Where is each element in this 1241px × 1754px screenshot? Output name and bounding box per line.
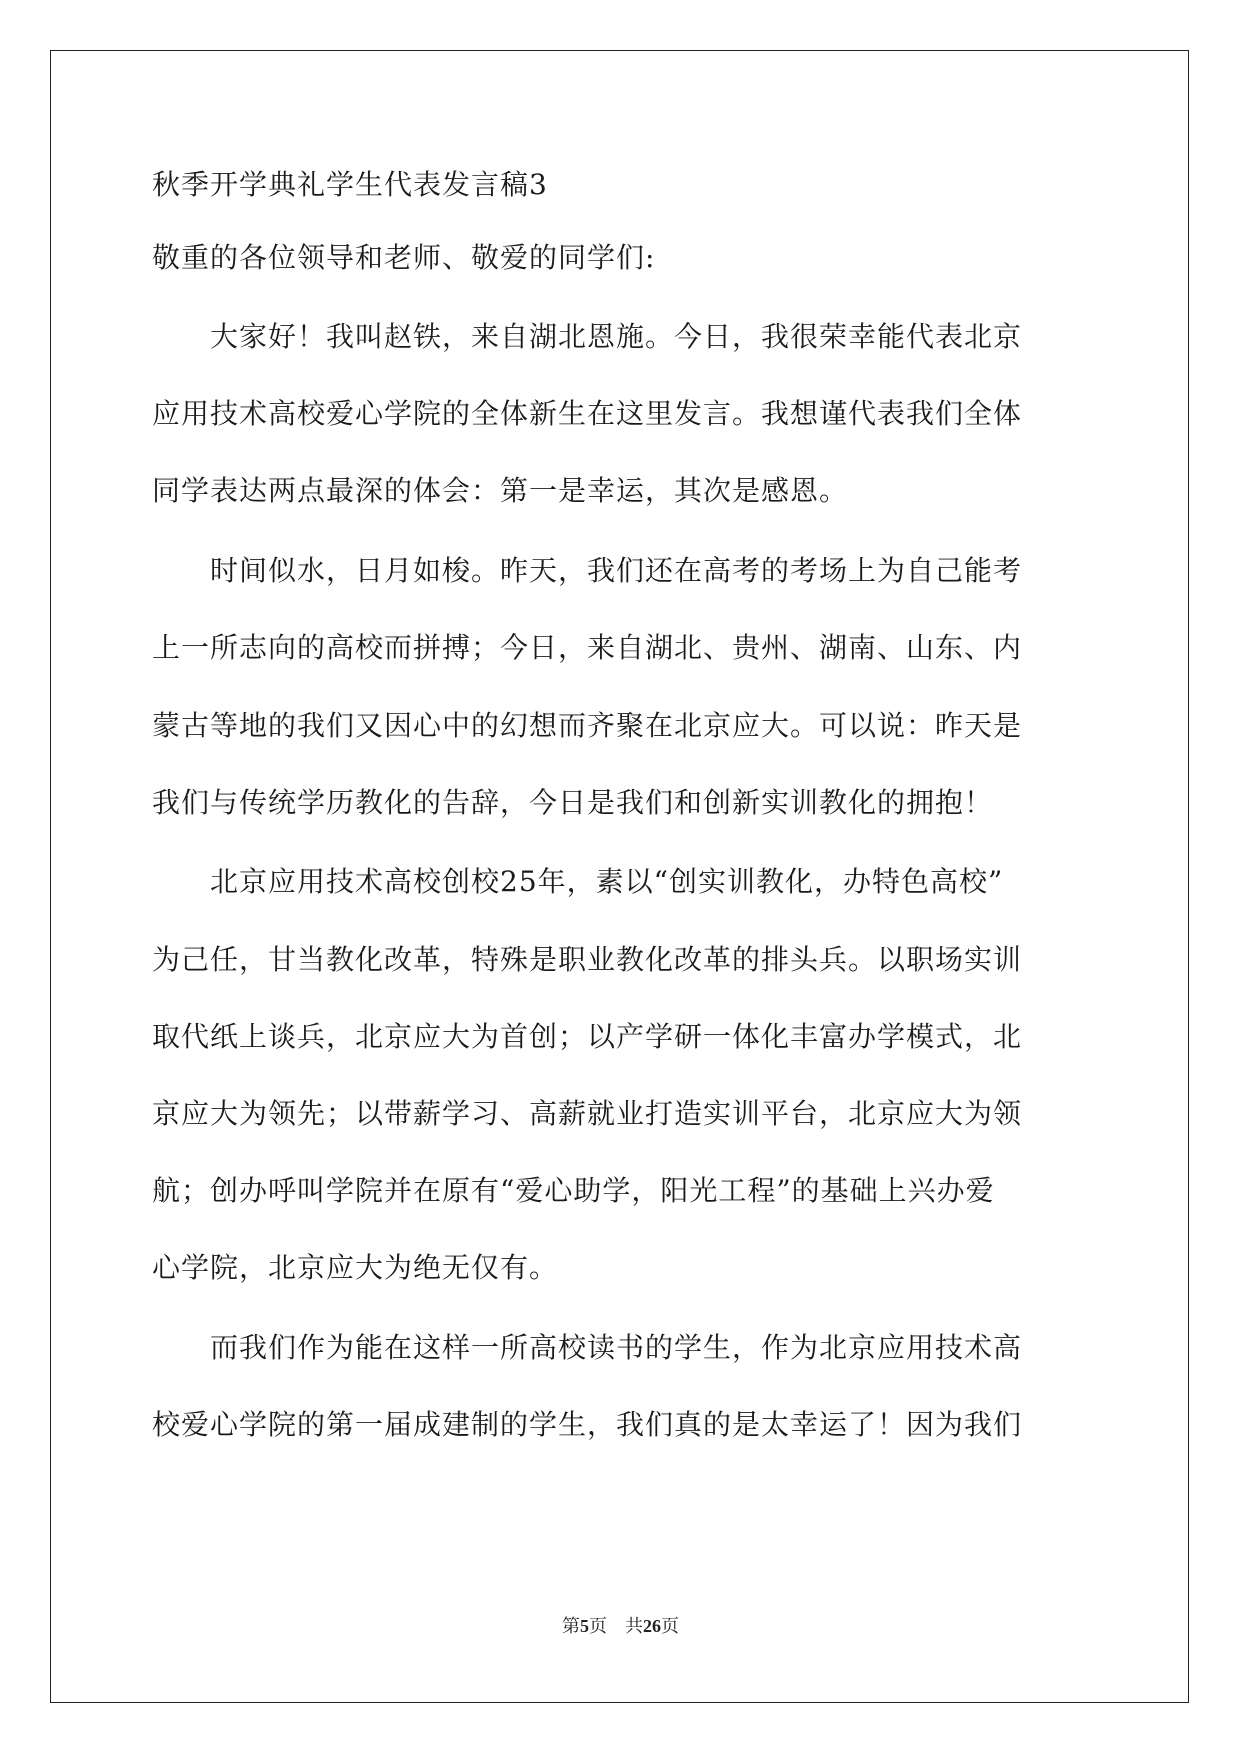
page-number: 5	[580, 1616, 589, 1636]
body-line: 蒙古等地的我们又因心中的幻想而齐聚在北京应大。可以说：昨天是	[152, 709, 1023, 742]
document-title: 秋季开学典礼学生代表发言稿3	[152, 168, 548, 201]
body-line: 同学表达两点最深的体会：第一是幸运，其次是感恩。	[152, 474, 849, 507]
body-line: 应用技术高校爱心学院的全体新生在这里发言。我想谨代表我们全体	[152, 397, 1023, 430]
body-line: 航；创办呼叫学院并在原有“爱心助学，阳光工程”的基础上兴办爱	[152, 1174, 995, 1207]
body-line: 心学院，北京应大为绝无仅有。	[152, 1251, 559, 1284]
body-line: 我们与传统学历教化的告辞，今日是我们和创新实训教化的拥抱！	[152, 786, 994, 819]
body-line: 取代纸上谈兵，北京应大为首创；以产学研一体化丰富办学模式，北	[152, 1020, 1023, 1053]
body-line: 上一所志向的高校而拼搏；今日，来自湖北、贵州、湖南、山东、内	[152, 631, 1023, 664]
total-prefix: 共	[625, 1616, 643, 1636]
page-label-prefix: 第	[562, 1616, 580, 1636]
body-line: 北京应用技术高校创校25年，素以“创实训教化，办特色高校”	[152, 865, 1004, 898]
page-label-suffix: 页	[589, 1616, 607, 1636]
body-line: 大家好！我叫赵铁，来自湖北恩施。今日，我很荣幸能代表北京	[152, 320, 1023, 353]
body-line: 校爱心学院的第一届成建制的学生，我们真的是太幸运了！因为我们	[152, 1408, 1023, 1441]
salutation: 敬重的各位领导和老师、敬爱的同学们:	[152, 241, 656, 274]
page-footer	[0, 1612, 1241, 1638]
total-pages: 26	[643, 1616, 661, 1636]
total-suffix: 页	[661, 1616, 679, 1636]
body-line: 时间似水，日月如梭。昨天，我们还在高考的考场上为自己能考	[152, 554, 1023, 587]
body-line: 京应大为领先；以带薪学习、高薪就业打造实训平台，北京应大为领	[152, 1097, 1023, 1130]
body-line: 而我们作为能在这样一所高校读书的学生，作为北京应用技术高	[152, 1331, 1023, 1364]
body-line: 为己任，甘当教化改革，特殊是职业教化改革的排头兵。以职场实训	[152, 943, 1023, 976]
